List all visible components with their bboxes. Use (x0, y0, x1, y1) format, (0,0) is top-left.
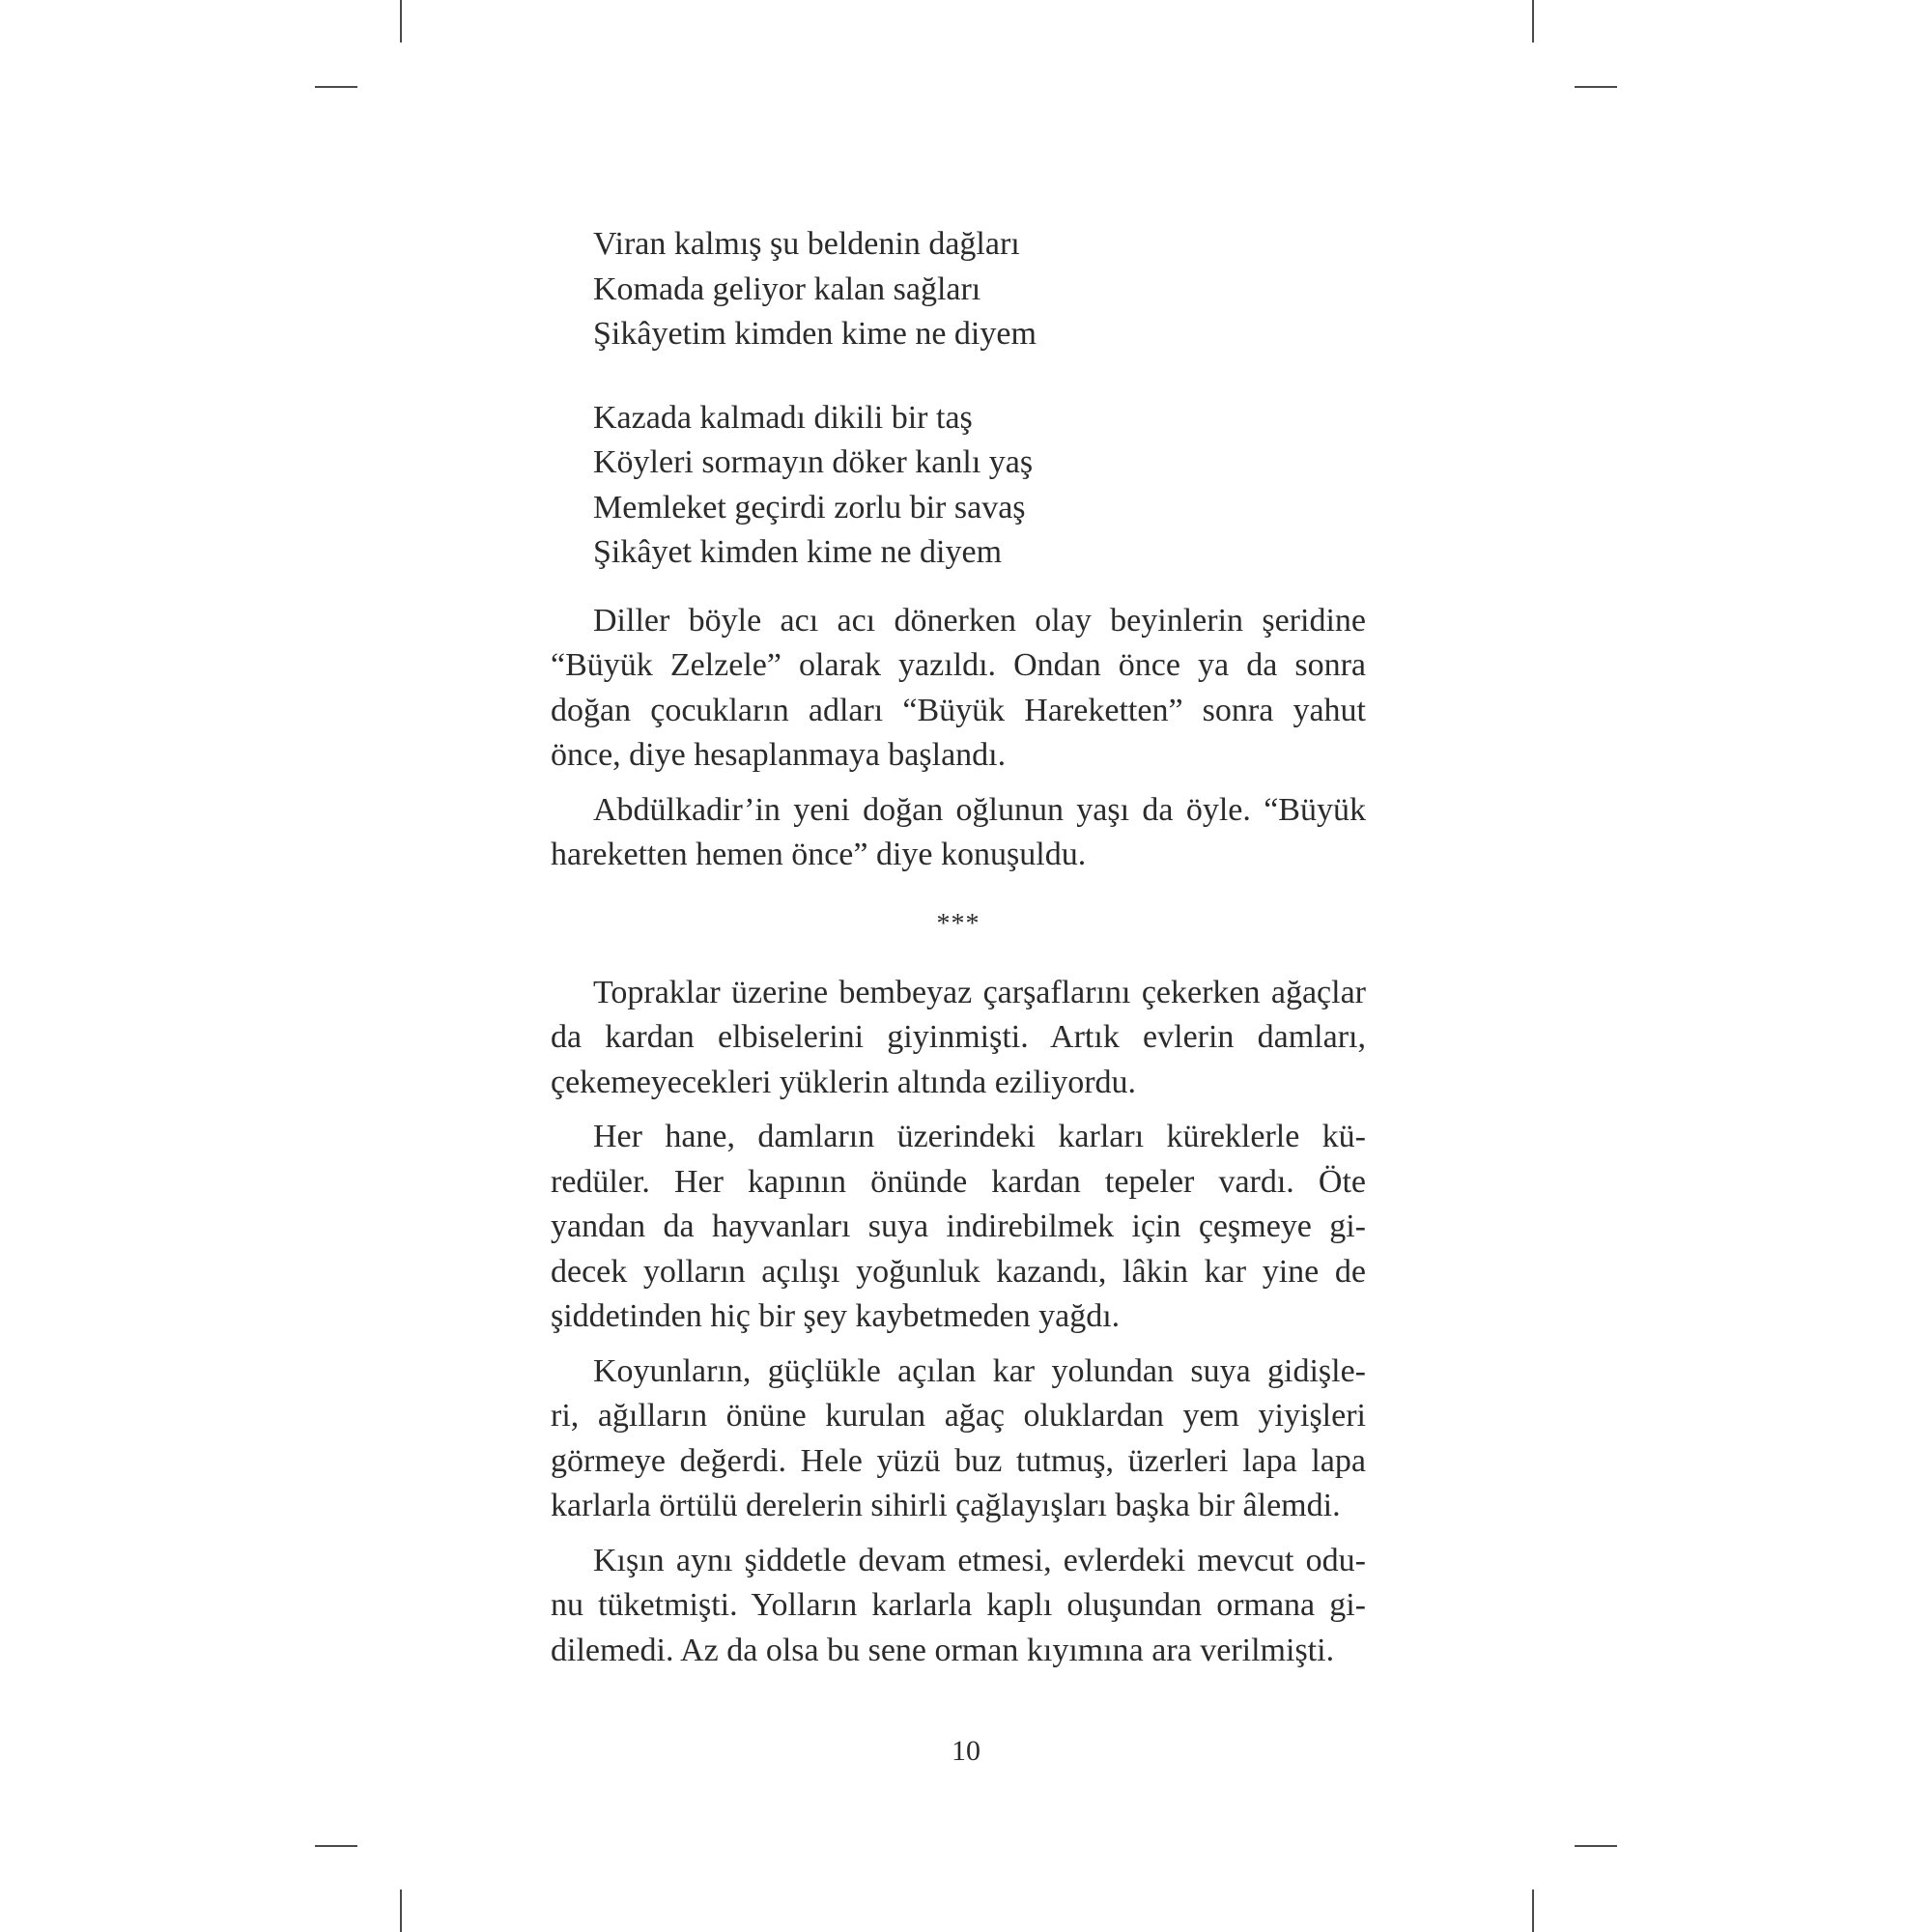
crop-mark-top-right-horizontal (1575, 86, 1617, 88)
poem-line: Kazada kalmadı dikili bir taş (593, 399, 973, 436)
paragraph-line: Koyunların, güçlükle açılan kar yolundan suya gidişle- (593, 1352, 1366, 1389)
paragraph-line: çekemeyecekleri yüklerin altında eziliyordu. (551, 1064, 1137, 1100)
paragraph-line: hareketten hemen önce” diye konuşuldu. (551, 837, 1087, 872)
page-number: 10 (952, 1735, 980, 1767)
poem-line: Viran kalmış şu beldenin dağları (593, 226, 1020, 262)
crop-mark-top-left-horizontal (315, 86, 357, 88)
paragraph (551, 1539, 1366, 1674)
crop-mark-top-right-vertical (1532, 0, 1534, 43)
paragraph-line: karlarla örtülü derelerin sihirli çağlayışları başka bir âlemdi. (551, 1488, 1341, 1523)
paragraph-line: Diller böyle acı acı dönerken olay beyinlerin şeridine (593, 602, 1366, 639)
paragraph-line: doğan çocukların adları “Büyük Hareketten” sonra yahut (551, 692, 1366, 728)
crop-mark-top-left-vertical (400, 0, 402, 43)
paragraph-line: redüler. Her kapının önünde kardan tepeler vardı. Öte (551, 1163, 1366, 1200)
paragraph-line: Abdülkadir’in yeni doğan oğlunun yaşı da öyle. “Büyük (593, 791, 1366, 828)
paragraph (551, 1350, 1366, 1529)
poem-line: Şikâyet kimden kime ne diyem (593, 534, 1003, 570)
paragraph (551, 788, 1366, 878)
crop-mark-bottom-right-vertical (1532, 1889, 1534, 1932)
poem-line: Memleket geçirdi zorlu bir savaş (593, 489, 1026, 526)
paragraph-line: görmeye değerdi. Hele yüzü buz tutmuş, üzerleri lapa lapa (551, 1442, 1366, 1479)
section-separator: *** (936, 908, 980, 939)
paragraph-line: “Büyük Zelzele” olarak yazıldı. Ondan önce ya da sonra (551, 647, 1366, 683)
paragraph-line: yandan da hayvanları suya indirebilmek için çeşmeye gi- (551, 1208, 1366, 1244)
paragraph-line: nu tüketmişti. Yolların karlarla kaplı oluşundan ormana gi- (551, 1587, 1366, 1623)
crop-mark-bottom-left-horizontal (315, 1845, 357, 1847)
crop-mark-bottom-right-horizontal (1575, 1845, 1617, 1847)
paragraph-line: decek yolların açılışı yoğunluk kazandı, lâkin kar yine de (551, 1253, 1366, 1290)
paragraph-line: da kardan elbiselerini giyinmişti. Artık evlerin damları, (551, 1019, 1366, 1055)
paragraph (551, 599, 1366, 779)
poem-line: Şikâyetim kimden kime ne diyem (593, 316, 1037, 352)
paragraph-line: şiddetinden hiç bir şey kaybetmeden yağdı. (551, 1298, 1121, 1334)
paragraph (551, 1115, 1366, 1340)
poem-line: Köyleri sormayın döker kanlı yaş (593, 444, 1034, 480)
paragraph-line: Kışın aynı şiddetle devam etmesi, evlerdeki mevcut odu- (593, 1542, 1366, 1578)
page-body (551, 222, 1366, 1683)
poem-stanza (593, 396, 1366, 576)
paragraph-line: önce, diye hesaplanmaya başlandı. (551, 737, 1007, 773)
paragraph-line: Her hane, damların üzerindeki karları küreklerle kü- (593, 1119, 1366, 1154)
poem-line: Komada geliyor kalan sağları (593, 270, 981, 307)
crop-mark-bottom-left-vertical (400, 1889, 402, 1932)
paragraph (551, 971, 1366, 1106)
paragraph-line: dilemedi. Az da olsa bu sene orman kıyımına ara verilmişti. (551, 1632, 1335, 1668)
poem-stanza (593, 222, 1366, 357)
paragraph-line: ri, ağılların önüne kurulan ağaç oluklardan yem yiyişleri (551, 1398, 1366, 1434)
paragraph-line: Topraklar üzerine bembeyaz çarşaflarını çekerken ağaçlar (593, 974, 1366, 1010)
